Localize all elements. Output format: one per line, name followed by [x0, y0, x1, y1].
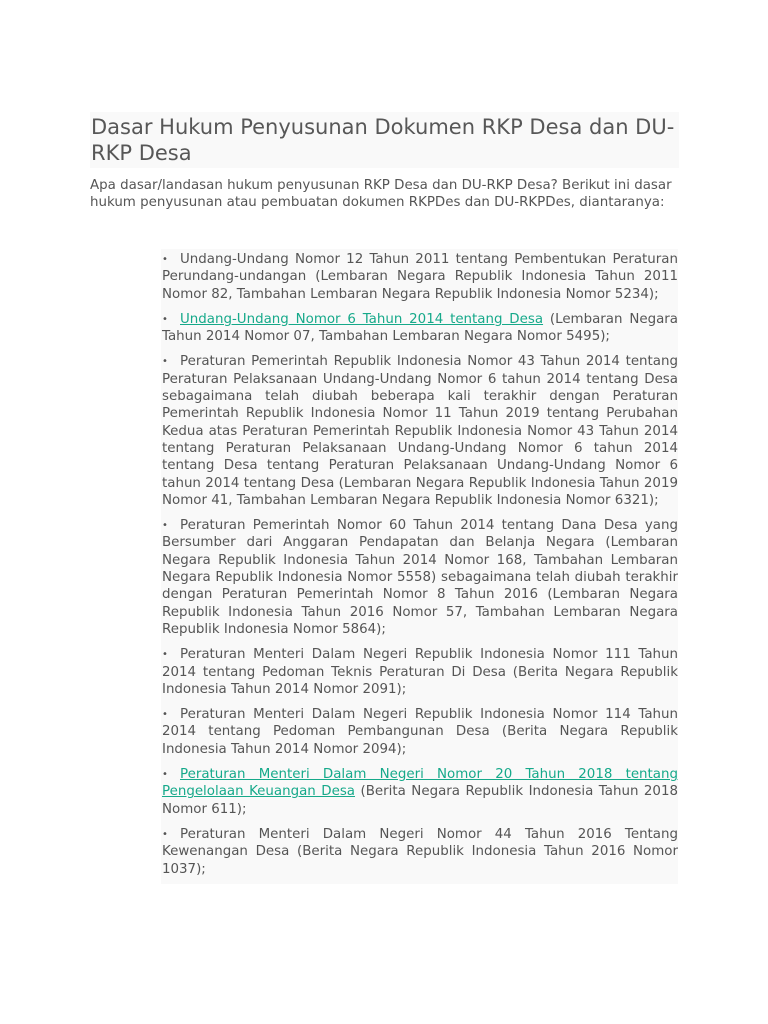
list-item-text: Peraturan Menteri Dalam Negeri Republik Indonesia Nomor 114 Tahun 2014 tentang Pedoman Pembangunan Desa (Berita Negara Republik Indonesia Tahun 2014 Nomor 2094);: [162, 707, 678, 757]
bullet-icon: •: [162, 356, 168, 368]
list-item-text: Peraturan Pemerintah Republik Indonesia Nomor 43 Tahun 2014 tentang Peraturan Pelaksanaan Undang-Undang Nomor 6 tahun 2014 tentang Desa sebagaimana telah diubah beberapa kali terakhir dengan Peraturan Pemerintah Republik Indonesia Nomor 11 Tahun 2019 tentang Perubahan Kedua atas Peraturan Pemerintah Republik Indonesia Nomor 43 Tahun 2014 tentang Peraturan Pelaksanaan Undang-Undang Nomor 6 tahun 2014 tentang Desa tentang Peraturan Pelaksanaan Undang-Undang Nomor 6 tahun 2014 tentang Desa (Lembaran Negara Republik Indonesia Tahun 2019 Nomor 41, Tambahan Lembaran Negara Republik Indonesia Nomor 6321);: [162, 354, 678, 508]
bullet-icon: •: [162, 769, 168, 781]
list-item: [161, 249, 678, 305]
list-item-text: (Berita Negara Republik Indonesia Tahun 2018 Nomor 611);: [162, 784, 678, 817]
list-item: [161, 515, 678, 640]
list-item: [161, 309, 678, 348]
bullet-icon: •: [162, 254, 168, 265]
list-item-text: Peraturan Menteri Dalam Negeri Republik Indonesia Nomor 111 Tahun 2014 tentang Pedoman Teknis Peraturan Di Desa (Berita Negara Republik Indonesia Tahun 2014 Nomor 2091);: [162, 647, 678, 697]
list-item: [161, 644, 678, 700]
page-title: Dasar Hukum Penyusunan Dokumen RKP Desa dan DU-RKP Desa: [90, 112, 679, 168]
list-item: [161, 764, 678, 820]
list-item-text: Undang-Undang Nomor 12 Tahun 2011 tentang Pembentukan Peraturan Perundang-undangan (Lembaran Negara Republik Indonesia Tahun 2011 Nomor 82, Tambahan Lembaran Negara Republik Indonesia Nomor 5234);: [162, 252, 678, 302]
bullet-icon: •: [162, 828, 168, 840]
list-item: [161, 824, 678, 880]
bullet-icon: •: [162, 649, 168, 661]
list-item-text: Peraturan Menteri Dalam Negeri Nomor 44 Tahun 2016 Tentang Kewenangan Desa (Berita Negara Republik Indonesia Tahun 2016 Nomor 1037);: [162, 826, 678, 877]
bullet-icon: •: [162, 313, 168, 325]
list-item-text: (Lembaran Negara Tahun 2014 Nomor 07, Tambahan Lembaran Negara Nomor 5495);: [162, 311, 678, 345]
bullet-icon: •: [162, 709, 168, 721]
law-link-permendagri-keuangan-desa[interactable]: Peraturan Menteri Dalam Negeri Nomor 20 Tahun 2018 tentang Pengelolaan Keuangan Desa: [162, 767, 678, 800]
bullet-icon: •: [162, 520, 168, 532]
law-link-uu-desa[interactable]: Undang-Undang Nomor 6 Tahun 2014 tentang Desa: [180, 311, 544, 327]
list-item: [161, 704, 678, 760]
list-item: [161, 351, 678, 511]
list-item-text: Peraturan Pemerintah Nomor 60 Tahun 2014 tentang Dana Desa yang Bersumber dari Anggaran Pendapatan dan Belanja Negara (Lembaran Negara Republik Indonesia Tahun 2014 Nomor 168, Tambahan Lembaran Negara Republik Indonesia Nomor 5558) sebagaimana telah diubah terakhir dengan Peraturan Pemerintah Nomor 8 Tahun 2016 (Lembaran Negara Republik Indonesia Tahun 2016 Nomor 57, Tambahan Lembaran Negara Republik Indonesia Nomor 5864);: [162, 518, 678, 637]
intro-paragraph: Apa dasar/landasan hukum penyusunan RKP Desa dan DU-RKP Desa? Berikut ini dasar hukum penyusunan atau pembuatan dokumen RKPDes dan DU-RKPDes, diantaranya:: [90, 178, 672, 211]
legal-basis-list: [161, 249, 678, 884]
